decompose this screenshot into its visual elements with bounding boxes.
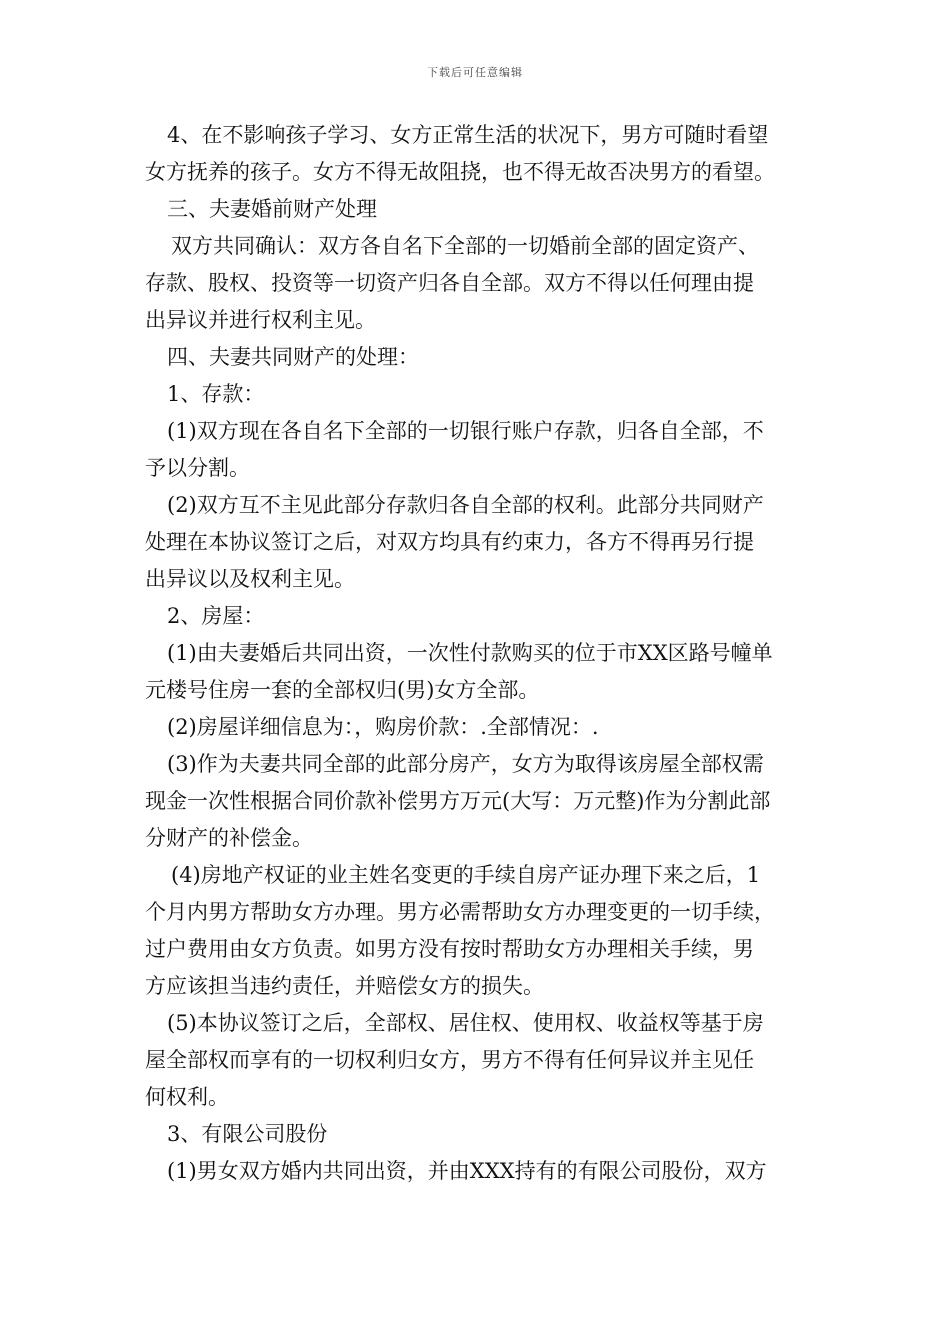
text-line: (1)男女双方婚内共同出资，并由XXX持有的有限公司股份，双方 (167, 1159, 767, 1183)
text-line: (4)房地产权证的业主姓名变更的手续自房产证办理下来之后，1 (171, 863, 761, 887)
text-line: 四、夫妻共同财产的处理： (167, 345, 419, 369)
text-line: 个月内男方帮助女方办理。男方必需帮助女方办理变更的一切手续， (145, 900, 775, 924)
page-header: 下载后可任意编辑 (427, 66, 523, 79)
text-line: 处理在本协议签订之后，对双方均具有约束力，各方不得再另行提 (145, 530, 754, 554)
text-line: 屋全部权而享有的一切权利归女方，男方不得有任何异议并主见任 (145, 1048, 754, 1072)
text-line: 何权利。 (145, 1085, 229, 1109)
text-line: 过户费用由女方负责。如男方没有按时帮助女方办理相关手续，男 (145, 937, 754, 961)
text-line: 3、有限公司股份 (167, 1122, 328, 1146)
text-line: 出异议以及权利主见。 (145, 567, 355, 591)
document-body (145, 117, 820, 1190)
text-line: 方应该担当违约责任，并赔偿女方的损失。 (145, 974, 544, 998)
text-line: (2)房屋详细信息为：，购房价款：.全部情况：. (167, 715, 599, 739)
text-line: 2、房屋： (167, 604, 265, 628)
text-line: 现金一次性根据合同价款补偿男方万元(大写：万元整)作为分割此部 (145, 789, 771, 813)
text-line: 存款、股权、投资等一切资产归各自全部。双方不得以任何理由提 (145, 271, 754, 295)
text-line: (3)作为夫妻共同全部的此部分房产，女方为取得该房屋全部权需 (167, 752, 764, 776)
text-line: (1)双方现在各自名下全部的一切银行账户存款，归各自全部，不 (167, 419, 764, 443)
text-line: 元楼号住房一套的全部权归(男)女方全部。 (145, 678, 540, 702)
text-line: 予以分割。 (145, 456, 250, 480)
text-line: 4、在不影响孩子学习、女方正常生活的状况下，男方可随时看望 (167, 123, 769, 147)
text-line: 女方抚养的孩子。女方不得无故阻挠，也不得无故否决男方的看望。 (145, 160, 775, 184)
text-line: 1、存款： (167, 382, 265, 406)
text-line: (5)本协议签订之后，全部权、居住权、使用权、收益权等基于房 (167, 1011, 764, 1035)
text-line: 双方共同确认：双方各自名下全部的一切婚前全部的固定资产、 (171, 234, 759, 258)
text-line: 三、夫妻婚前财产处理 (167, 197, 377, 221)
text-line: 出异议并进行权利主见。 (145, 308, 376, 332)
text-line: (2)双方互不主见此部分存款归各自全部的权利。此部分共同财产 (167, 493, 764, 517)
text-line: (1)由夫妻婚后共同出资，一次性付款购买的位于市XX区路号幢单 (167, 641, 773, 665)
text-line: 分财产的补偿金。 (145, 826, 313, 850)
